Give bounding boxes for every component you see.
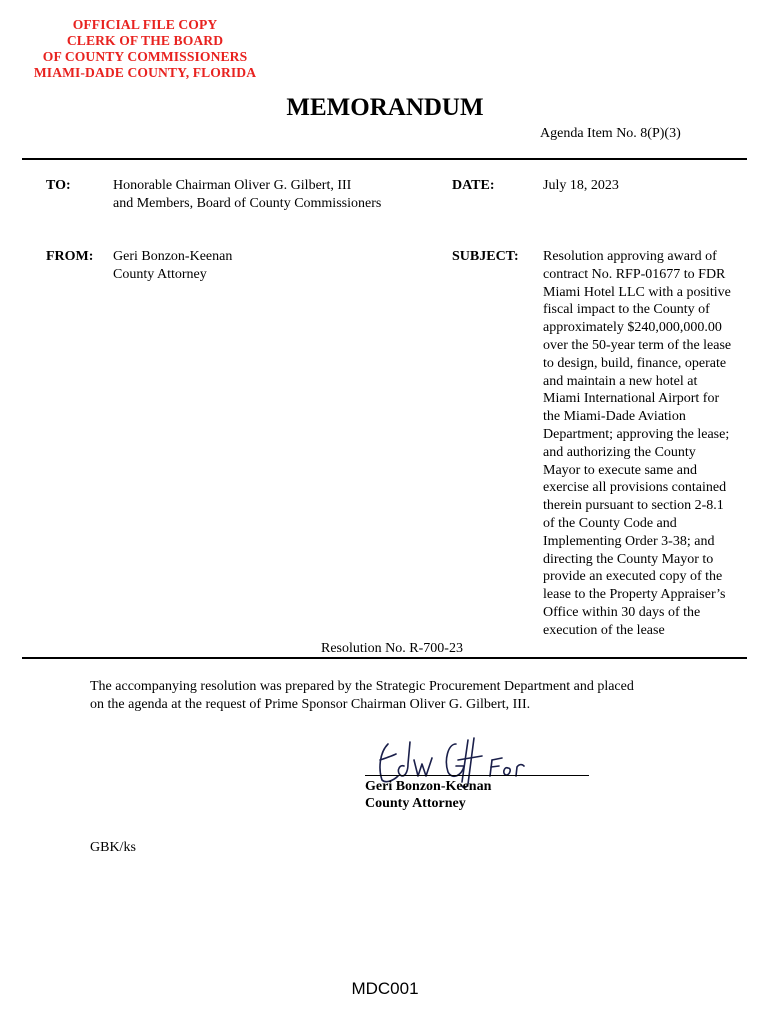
subject-label: SUBJECT: [452, 249, 519, 264]
subject-line: approximately $240,000,000.00 [543, 320, 722, 336]
body-line: The accompanying resolution was prepared by the Strategic Procurement Department and placed [90, 679, 634, 694]
stamp-line: CLERK OF THE BOARD [66, 33, 224, 48]
signature-line [365, 775, 589, 776]
subject-line: provide an executed copy of the [543, 569, 723, 585]
subject-line: Resolution approving award of [543, 249, 717, 264]
signer-name: Geri Bonzon-Keenan [365, 779, 492, 794]
subject-line: over the 50-year term of the lease [543, 337, 732, 353]
agenda-item-number: Agenda Item No. 8(P)(3) [540, 126, 681, 141]
subject-text [543, 248, 749, 640]
stamp-line: OFFICIAL FILE COPY [72, 17, 218, 32]
typist-initials: GBK/ks [90, 840, 136, 855]
subject-line: Mayor to execute same and [543, 462, 697, 478]
from-label: FROM: [46, 249, 94, 264]
date-label: DATE: [452, 178, 495, 193]
subject-line: and maintain a new hotel at [543, 373, 698, 389]
signer-title: County Attorney [365, 796, 466, 811]
subject-line: execution of the lease [543, 622, 665, 638]
to-line: Honorable Chairman Oliver G. Gilbert, III [113, 178, 352, 193]
header-top-rule [22, 158, 747, 160]
subject-line: to design, build, finance, operate [543, 355, 727, 371]
subject-line: lease to the Property Appraiser’s [543, 587, 726, 603]
subject-line: Implementing Order 3-38; and [543, 533, 715, 549]
subject-line: Department; approving the lease; [543, 426, 730, 442]
page-code: MDC001 [351, 979, 419, 998]
subject-line: Office within 30 days of the [543, 604, 701, 620]
to-label: TO: [46, 178, 71, 193]
subject-line: Miami Hotel LLC with a positive [543, 284, 731, 300]
body-paragraph [90, 678, 634, 714]
subject-line: contract No. RFP-01677 to FDR [543, 266, 726, 282]
signer-block [365, 778, 491, 812]
subject-line: fiscal impact to the County of [543, 302, 710, 318]
body-line: on the agenda at the request of Prime Sponsor Chairman Oliver G. Gilbert, III. [90, 697, 531, 712]
subject-line: directing the County Mayor to [543, 551, 714, 567]
resolution-number: Resolution No. R-700-23 [321, 641, 463, 656]
from-line: Geri Bonzon-Keenan [113, 249, 233, 264]
from-line: County Attorney [113, 267, 207, 282]
official-file-copy-stamp [14, 17, 276, 81]
subject-line: the Miami-Dade Aviation [543, 409, 686, 425]
subject-line: Miami International Airport for [543, 391, 720, 407]
subject-line: exercise all provisions contained [543, 480, 727, 496]
to-line: and Members, Board of County Commissioners [113, 196, 382, 211]
subject-line: therein pursuant to section 2-8.1 [543, 498, 724, 514]
header-bottom-rule [22, 657, 747, 659]
to-recipients [113, 177, 381, 213]
from-sender [113, 248, 232, 284]
memo-title: MEMORANDUM [286, 94, 484, 121]
subject-line: and authorizing the County [543, 444, 696, 460]
subject-line: of the County Code and [543, 515, 677, 531]
stamp-line: OF COUNTY COMMISSIONERS [42, 49, 248, 64]
date-value: July 18, 2023 [543, 178, 619, 193]
stamp-line: MIAMI-DADE COUNTY, FLORIDA [33, 65, 257, 80]
